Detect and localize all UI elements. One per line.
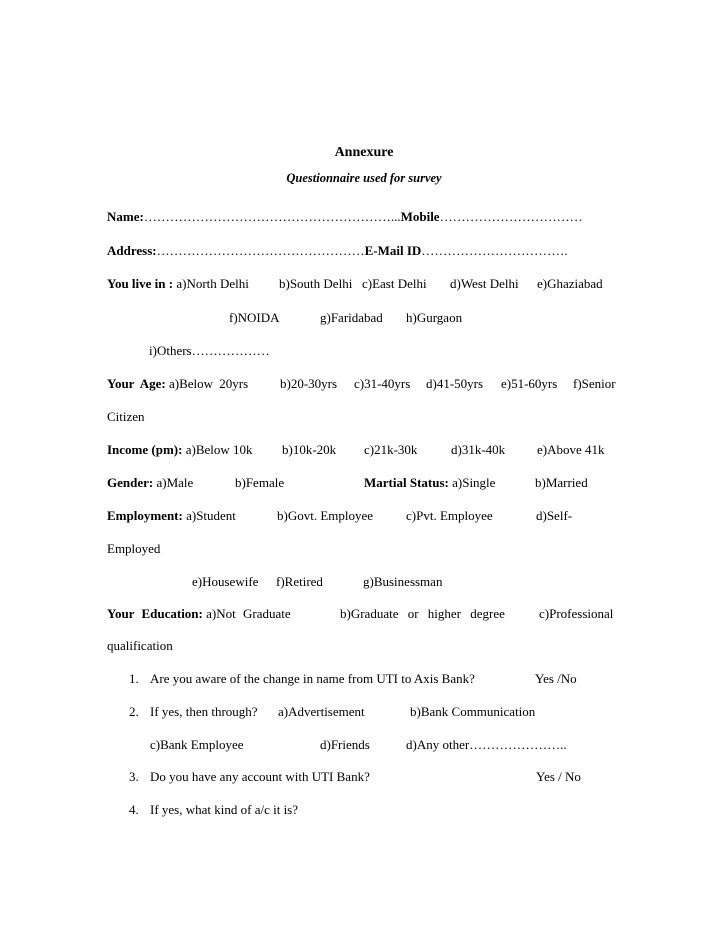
document-subtitle: Questionnaire used for survey (286, 171, 442, 185)
document-title: Annexure (334, 145, 394, 160)
employment-option-g: g)Businessman (363, 574, 443, 589)
education-option-b: b)Graduate or higher degree (340, 606, 505, 621)
education-row (107, 606, 291, 622)
question-3-answer: Yes / No (536, 769, 581, 784)
mobile-field: …………………………… (439, 209, 583, 224)
name-mobile-row (107, 209, 583, 225)
employment-option-f: f)Retired (276, 574, 323, 589)
income-option-e: e)Above 41k (537, 442, 605, 457)
employment-option-e: e)Housewife (192, 574, 259, 589)
gender-option-a: a)Male (156, 475, 194, 490)
question-1-number: 1. (129, 671, 139, 686)
marital-row (364, 475, 495, 491)
employment-option-a: a)Student (186, 508, 236, 523)
question-2-option-c: c)Bank Employee (150, 737, 244, 752)
age-row (107, 376, 248, 392)
live-in-option-f: f)NOIDA (229, 310, 280, 325)
marital-option-a: a)Single (452, 475, 496, 490)
age-option-d: d)41-50yrs (426, 376, 484, 391)
live-in-row (107, 276, 249, 292)
live-in-option-b: b)South Delhi (279, 276, 353, 291)
income-option-c: c)21k-30k (364, 442, 418, 457)
question-1-text: Are you aware of the change in name from UTI to Axis Bank? (150, 671, 475, 686)
income-option-a: a)Below 10k (185, 442, 253, 457)
email-field: ……………………………. (421, 243, 568, 258)
live-in-option-d: d)West Delhi (450, 276, 519, 291)
live-in-option-c: c)East Delhi (362, 276, 427, 291)
question-4-number: 4. (129, 802, 139, 817)
age-label: Your Age: (107, 376, 166, 391)
income-label: Income (pm): (107, 442, 183, 457)
education-option-c-continued: qualification (107, 638, 173, 653)
email-label: E-Mail ID (364, 243, 422, 258)
question-3-number: 3. (129, 769, 139, 784)
education-label: Your Education: (107, 606, 203, 621)
question-2-number: 2. (129, 704, 139, 719)
live-in-label: You live in : (107, 276, 174, 291)
age-option-f: f)Senior (573, 376, 616, 391)
name-field: …………………………………………………... (143, 209, 401, 224)
question-2-option-e: d)Any other………………….. (406, 737, 567, 752)
question-2-option-b: b)Bank Communication (410, 704, 536, 719)
gender-option-b: b)Female (235, 475, 285, 490)
name-label: Name: (107, 209, 144, 224)
education-option-c: c)Professional (539, 606, 614, 621)
marital-label: Martial Status: (364, 475, 449, 490)
live-in-option-g: g)Faridabad (320, 310, 383, 325)
gender-row (107, 475, 193, 491)
question-2-option-d: d)Friends (320, 737, 370, 752)
marital-option-b: b)Married (535, 475, 588, 490)
live-in-option-h: h)Gurgaon (406, 310, 463, 325)
mobile-label: Mobile (400, 209, 440, 224)
live-in-option-a: a)North Delhi (176, 276, 249, 291)
address-email-row (107, 243, 568, 259)
question-3-text: Do you have any account with UTI Bank? (150, 769, 370, 784)
employment-label: Employment: (107, 508, 183, 523)
age-option-b: b)20-30yrs (280, 376, 338, 391)
question-1-answer: Yes /No (535, 671, 577, 686)
question-2-text: If yes, then through? (150, 704, 258, 719)
age-option-f-continued: Citizen (107, 409, 145, 424)
income-option-d: d)31k-40k (451, 442, 506, 457)
age-option-e: e)51-60yrs (501, 376, 558, 391)
age-option-a: a)Below 20yrs (168, 376, 249, 391)
income-option-b: b)10k-20k (282, 442, 337, 457)
employment-option-b: b)Govt. Employee (277, 508, 374, 523)
live-in-option-i: i)Others……………… (149, 343, 270, 358)
age-option-c: c)31-40yrs (354, 376, 411, 391)
employment-row (107, 508, 236, 524)
address-field: ………………………………………… (156, 243, 365, 258)
question-4-text: If yes, what kind of a/c it is? (150, 802, 299, 817)
question-2-option-a: a)Advertisement (278, 704, 365, 719)
income-row (107, 442, 253, 458)
employment-option-d-continued: Employed (107, 541, 161, 556)
live-in-option-e: e)Ghaziabad (537, 276, 603, 291)
gender-label: Gender: (107, 475, 154, 490)
employment-option-c: c)Pvt. Employee (406, 508, 493, 523)
address-label: Address: (107, 243, 157, 258)
employment-option-d: d)Self- (536, 508, 573, 523)
education-option-a: a)Not Graduate (206, 606, 291, 621)
